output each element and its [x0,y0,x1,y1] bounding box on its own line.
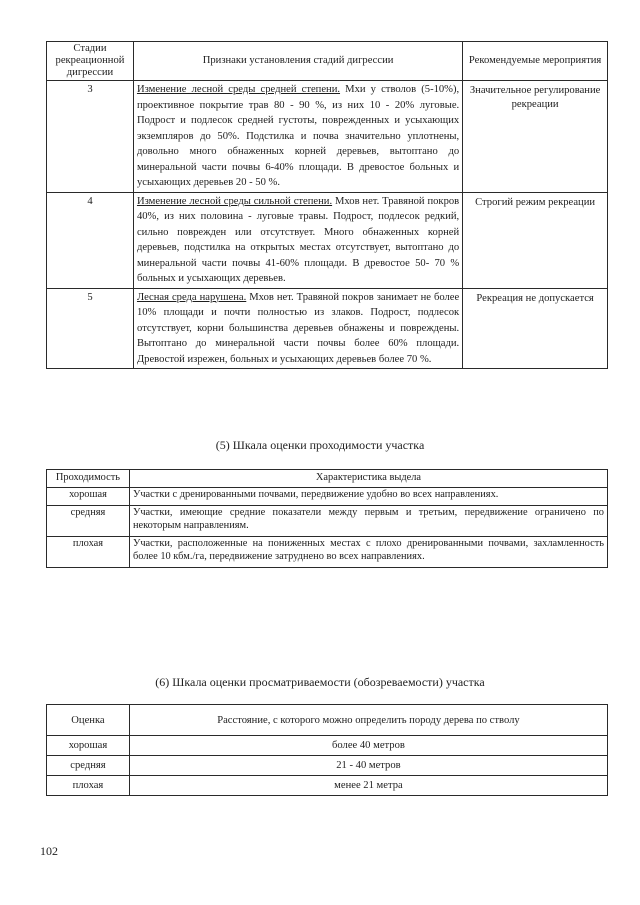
stage-signs [133,192,462,288]
visibility-rating: плохая [47,776,130,796]
table-row [47,487,608,506]
column-header-rating: Оценка [47,705,130,736]
stage-measures: Значительное регулирование рекреации [463,81,608,193]
passability-caption: (5) Шкала оценки проходимости участка [215,438,425,452]
visibility-distance: менее 21 метра [129,776,607,796]
passability-level: хорошая [47,487,130,506]
stage-measures: Строгий режим рекреации [463,192,608,288]
table-row [47,81,608,193]
table-row [47,192,608,288]
table-header-row [47,470,608,488]
column-header-passability: Проходимость [47,470,130,488]
table-header-row [47,42,608,81]
stage-title: Изменение лесной среды средней степени. [136,84,341,95]
column-header-distance: Расстояние, с которого можно определить породу дерева по стволу [129,705,607,736]
stage-description: Мхов нет. Травяной покров 40%, из них половина - луговые травы. Подрост, подлесок редкий, сильно поврежден или отсутствует. Много обнаженных корней деревьев, подстилка на открытых местах отсутствует, вытоптано до минеральной части почвы 41-60% площади. В древостое 50- 70 % больных и усыхающих деревьев. [136,195,460,284]
table-row [47,506,608,537]
stage-number: 5 [47,288,134,369]
table-row [47,776,608,796]
stage-number: 3 [47,81,134,193]
passability-description: Участки, расположенные на пониженных местах с плохо дренированными почвами, захламленность более 10 кбм./га, передвижение затруднено во всех направлениях. [129,537,607,568]
table-row [47,756,608,776]
visibility-rating: хорошая [47,736,130,756]
passability-level: средняя [47,506,130,537]
visibility-caption: (6) Шкала оценки просматриваемости (обозреваемости) участка [155,675,485,689]
column-header-signs: Признаки установления стадий дигрессии [133,42,462,81]
visibility-rating: средняя [47,756,130,776]
visibility-distance: более 40 метров [129,736,607,756]
stage-description: Мхов нет. Травяной покров занимает не более 10% площади и почти полностью из злаков. Подрост, подлесок отсутствует, корни большинства деревьев обнажены и повреждены. Вытоптано до минеральной части почвы более 60% площади. Древостой изрежен, больных и усыхающих деревьев более 70 %. [136,291,460,365]
column-header-characteristic: Характеристика выдела [129,470,607,488]
table-row [47,288,608,369]
stage-measures: Рекреация не допускается [463,288,608,369]
stage-title: Изменение лесной среды сильной степени. [136,195,333,207]
stage-title: Лесная среда нарушена. [136,291,247,303]
column-header-stage: Стадии рекреационной дигрессии [47,42,134,81]
table-header-row [47,705,608,736]
stage-signs [133,288,462,369]
visibility-table [46,704,608,796]
table-row [47,537,608,568]
passability-level: плохая [47,537,130,568]
column-header-measures: Рекомендуемые мероприятия [463,42,608,81]
digression-stages-table [46,41,608,369]
passability-table [46,469,608,568]
stage-number: 4 [47,192,134,288]
stage-description: Мхи у стволов (5-10%), проективное покрытие трав 80 - 90 %, из них 10 - 20% луговые. Подрост и подлесок средней густоты, поврежденных и усыхающих экземпляров до 50%. Подстилка и почва значительно уплотнены, довольно много обнаженных корней деревьев, вытоптано до минеральной части почвы 6-40% площади. В древостое больных и усыхающих деревьев 20 - 50 %. [136,84,460,188]
visibility-distance: 21 - 40 метров [129,756,607,776]
stage-signs [133,81,462,193]
table-row [47,736,608,756]
passability-description: Участки, имеющие средние показатели между первым и третьим, передвижение ограничено по некоторым направлениям. [129,506,607,537]
page-number: 102 [40,844,58,858]
passability-description: Участки с дренированными почвами, передвижение удобно во всех направлениях. [129,487,607,506]
